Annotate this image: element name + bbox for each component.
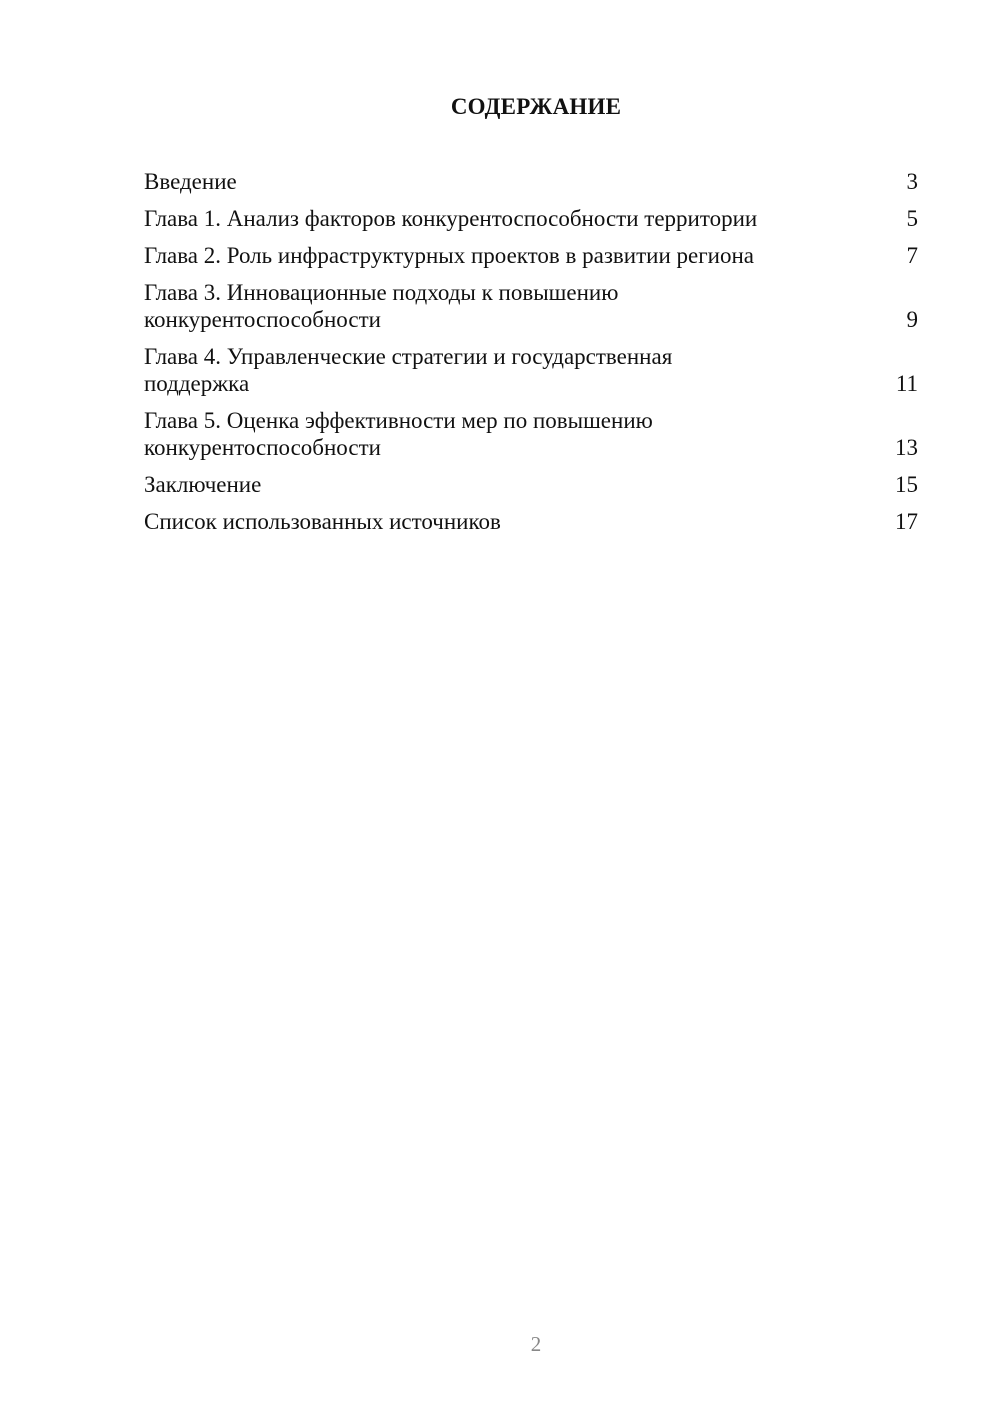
toc-entry-page: 17 <box>895 509 918 534</box>
toc-entry-label: Заключение <box>144 472 262 497</box>
toc-entry-page: 5 <box>906 206 918 231</box>
toc-entry-label: Введение <box>144 169 237 194</box>
toc-entry-page: 15 <box>895 472 918 497</box>
toc-entry-label: Глава 4. Управленческие стратегии и государственная поддержка <box>144 344 673 396</box>
toc-entry-chapter-2[interactable] <box>144 242 918 269</box>
table-of-contents <box>144 168 918 545</box>
toc-entry-chapter-1[interactable] <box>144 205 918 232</box>
toc-entry-page: 13 <box>895 435 918 460</box>
toc-entry-label: Список использованных источников <box>144 509 501 534</box>
page-title: СОДЕРЖАНИЕ <box>450 94 622 119</box>
toc-entry-conclusion[interactable] <box>144 471 918 498</box>
toc-entry-label: Глава 1. Анализ факторов конкурентоспособности территории <box>144 206 758 231</box>
toc-entry-references[interactable] <box>144 508 918 535</box>
toc-entry-chapter-3[interactable] <box>144 279 918 333</box>
toc-entry-label: Глава 5. Оценка эффективности мер по повышению конкурентоспособности <box>144 408 653 460</box>
toc-entry-page: 7 <box>906 243 918 268</box>
toc-entry-page: 9 <box>906 307 918 332</box>
toc-entry-chapter-5[interactable] <box>144 407 918 461</box>
toc-entry-page: 3 <box>906 169 918 194</box>
page-number: 2 <box>530 1332 542 1356</box>
toc-entry-page: 11 <box>895 371 918 396</box>
toc-entry-chapter-4[interactable] <box>144 343 918 397</box>
toc-entry-label: Глава 2. Роль инфраструктурных проектов в развитии региона <box>144 243 754 268</box>
toc-entry-introduction[interactable] <box>144 168 918 195</box>
toc-entry-label: Глава 3. Инновационные подходы к повышению конкурентоспособности <box>144 280 619 332</box>
